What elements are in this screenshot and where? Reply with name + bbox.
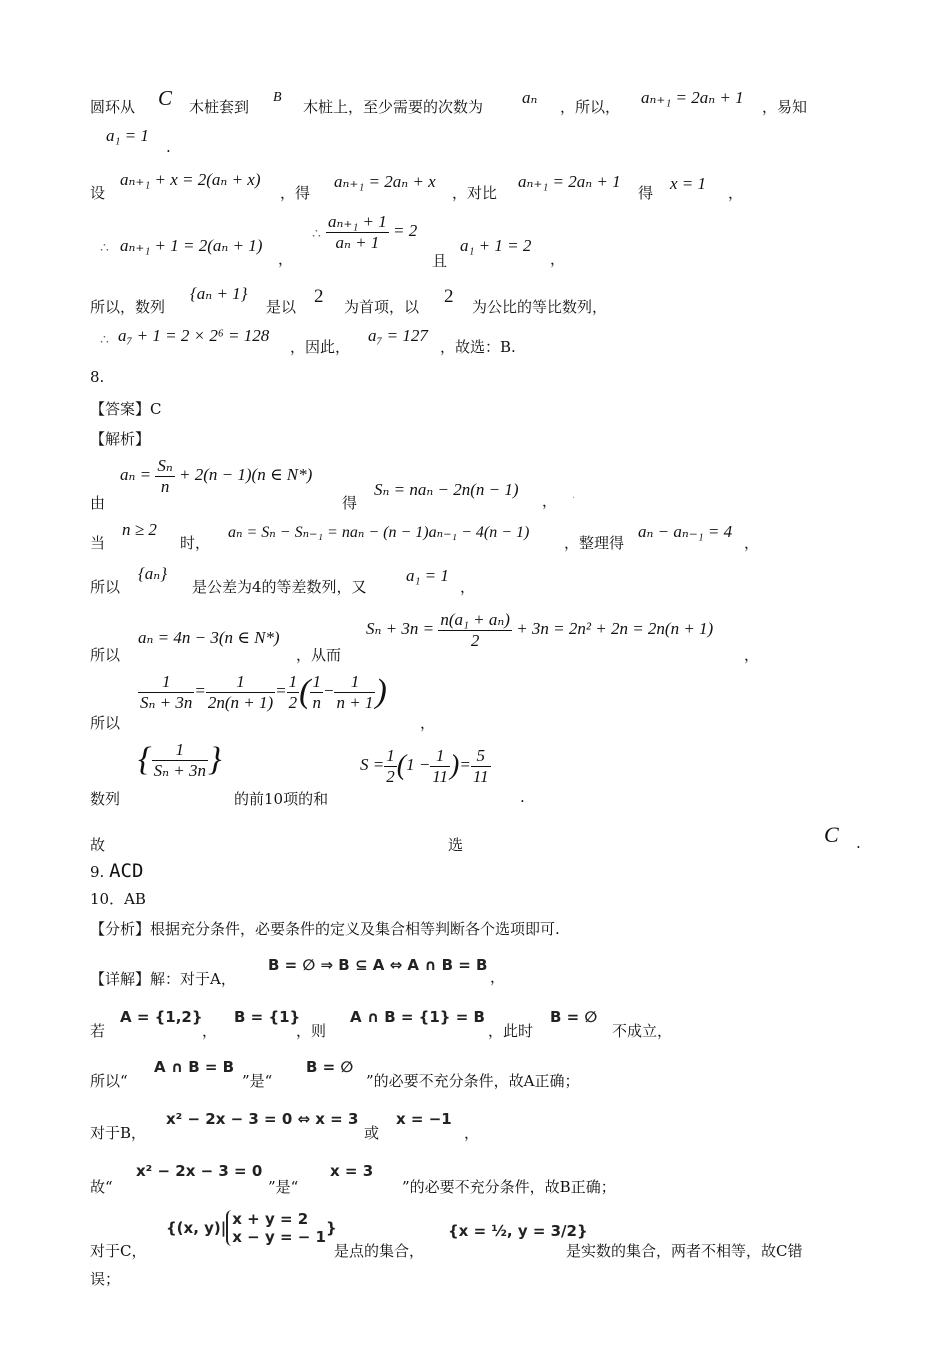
equals: = 2 (393, 220, 418, 240)
text: 的前10项的和 (234, 790, 329, 808)
math-peg-c: C (158, 86, 173, 110)
math: x = 1 (670, 174, 707, 193)
minus: − (322, 680, 335, 700)
math: B = ∅ ⇒ B ⊆ A ⇔ A ∩ B = B (268, 956, 488, 974)
formula: aₙ = Sₙ − Sₙ₋₁ = naₙ − (n − 1)aₙ₋₁ − 4(n − 1) (228, 524, 530, 541)
brace-left: { (138, 741, 152, 779)
text: 所以“ (90, 1072, 128, 1090)
math: A = {1,2} (120, 1008, 203, 1026)
text: ，则 (296, 1022, 327, 1040)
paren-right: ) (450, 750, 460, 782)
numerator: 1 (386, 746, 395, 765)
lhs: aₙ = (120, 464, 152, 484)
text: ，对比 (452, 184, 498, 202)
q8-line1 (90, 452, 850, 512)
text: 是以 (266, 298, 297, 316)
text: ， (420, 714, 436, 732)
text: ， (744, 534, 760, 552)
text: 或 (364, 1124, 380, 1142)
text: 木桩套到 (189, 98, 250, 116)
math: a₇ = 127 (368, 326, 428, 345)
therefore-symbol: ∴ (100, 333, 109, 348)
q8-answer: 【答案】C (90, 400, 162, 418)
numerator: n(a₁ + aₙ) (440, 610, 510, 629)
formula (366, 610, 713, 650)
equation-system (226, 1210, 326, 1246)
text: 得 (342, 494, 358, 512)
math-2: 2 (314, 286, 324, 307)
text: ，所以， (560, 98, 621, 116)
text: ， (460, 578, 476, 596)
math-number-set: {x = ½, y = 3/2} (448, 1222, 588, 1240)
text: ， (202, 1022, 218, 1040)
q8-analysis-label: 【解析】 (90, 430, 151, 448)
text: . (520, 788, 525, 806)
q9-line (90, 860, 143, 882)
text: . (572, 490, 576, 501)
denominator: n (160, 476, 170, 496)
math: a₁ + 1 = 2 (460, 236, 532, 255)
math: aₙ₊₁ + x = 2(aₙ + x) (120, 170, 261, 189)
denominator: 11 (472, 766, 489, 786)
math: A ∩ B = {1} = B (350, 1008, 485, 1026)
text: 当 (90, 534, 106, 552)
formula: aₙ = 4n − 3(n ∈ N*) (138, 628, 280, 647)
text: 【详解】解：对于A， (90, 970, 236, 988)
one-minus: 1 − (406, 754, 431, 774)
numerator: aₙ₊₁ + 1 (328, 212, 387, 231)
math: aₙ₊₁ = 2aₙ + x (334, 172, 436, 191)
math: aₙ₊₁ + 1 = 2(aₙ + 1) (120, 236, 263, 255)
denominator: Sₙ + 3n (140, 692, 193, 712)
formula: Sₙ = naₙ − 2n(n − 1) (374, 480, 519, 499)
math-2: 2 (444, 286, 454, 307)
q8-number: 8. (90, 368, 105, 386)
set-close: } (325, 1219, 337, 1237)
fraction (326, 212, 417, 252)
text: 所以 (90, 578, 121, 596)
text: ， (728, 184, 744, 202)
brace-right: } (207, 741, 222, 779)
text: 对于B， (90, 1124, 147, 1142)
text: 不成立， (612, 1022, 673, 1040)
text: 设 (90, 184, 106, 202)
denominator: 2 (386, 766, 395, 786)
rhs: + 3n = 2n² + 2n = 2n(n + 1) (516, 618, 714, 638)
formula-set (138, 740, 222, 780)
denominator: 2 (470, 630, 480, 650)
text: ， (464, 1124, 480, 1142)
text: 所以 (90, 646, 121, 664)
numerator: 1 (312, 672, 321, 691)
text: ”的必要不充分条件，故A正确； (366, 1072, 580, 1090)
text: 且 (432, 252, 448, 270)
q8-line6 (90, 740, 850, 808)
numerator: 1 (152, 740, 208, 761)
text: ，从而 (296, 646, 342, 664)
formula (120, 456, 312, 496)
math-peg-b: B (273, 90, 282, 105)
text: 对于C， (90, 1242, 147, 1260)
text: 故 (90, 836, 106, 854)
text: 故“ (90, 1178, 113, 1196)
denominator: 2 (288, 692, 298, 712)
math: x = −1 (396, 1110, 452, 1128)
text: ”的必要不充分条件，故B正确； (402, 1178, 616, 1196)
rhs: + 2(n − 1)(n ∈ N*) (179, 464, 313, 484)
text: ， (550, 250, 566, 268)
text: 选 (448, 836, 464, 854)
text: 时， (180, 534, 211, 552)
denominator: Sₙ + 3n (153, 760, 206, 780)
text: ，得 (280, 184, 311, 202)
math: x² − 2x − 3 = 0 (136, 1162, 263, 1180)
equation-2: x − y = − 1 (232, 1228, 326, 1246)
math-point-set (166, 1210, 337, 1246)
math: B = ∅ (306, 1058, 354, 1076)
paren-left: ( (299, 673, 311, 711)
paren-left: ( (396, 750, 407, 782)
text: 数列 (90, 790, 121, 808)
therefore-symbol: ∴ (100, 241, 109, 256)
text: 是公差为4的等差数列，又 (192, 578, 367, 596)
math-an: aₙ (522, 88, 538, 107)
numerator: Sₙ (157, 456, 173, 475)
formula: {aₙ} (138, 564, 167, 583)
denominator: 11 (432, 766, 449, 786)
numerator: 1 (430, 746, 450, 767)
math-a1: a₁ = 1 (106, 126, 149, 145)
text: ，易知 (762, 98, 808, 116)
numerator: 1 (138, 672, 194, 693)
q10-c2: 误； (90, 1270, 121, 1288)
text: 由 (90, 494, 106, 512)
period: . (166, 138, 171, 156)
formula: aₙ − aₙ₋₁ = 4 (638, 522, 733, 541)
text: ”是“ (242, 1072, 273, 1090)
answer-c: C (824, 822, 839, 847)
numerator: 5 (471, 746, 491, 767)
equation-1: x + y = 2 (232, 1210, 309, 1228)
q9-answer: ACD (109, 860, 144, 882)
text: ，此时 (488, 1022, 534, 1040)
text: ，故选：B. (440, 338, 516, 356)
math: B = {1} (234, 1008, 301, 1026)
q10-number: 10．AB (90, 890, 146, 908)
formula: a₁ = 1 (406, 566, 449, 585)
q8-conclusion (90, 822, 870, 856)
denominator: aₙ + 1 (335, 232, 380, 252)
text: 得 (638, 184, 654, 202)
math: A ∩ B = B (154, 1058, 235, 1076)
text: ， (490, 968, 506, 986)
formula (138, 672, 387, 712)
numerator: 1 (334, 672, 375, 693)
math: x² − 2x − 3 = 0 ⇔ x = 3 (166, 1110, 359, 1128)
text: 为首项，以 (344, 298, 420, 316)
q8-line2 (90, 520, 850, 550)
math-recurrence: aₙ₊₁ = 2aₙ + 1 (641, 88, 744, 107)
q10-c1 (90, 1210, 850, 1266)
text: ，整理得 (564, 534, 625, 552)
math: x = 3 (330, 1162, 374, 1180)
math: B = ∅ (550, 1008, 598, 1026)
p7-line3 (90, 170, 850, 200)
text: ，因此， (290, 338, 351, 356)
text: 所以，数列 (90, 298, 166, 316)
text: ， (542, 492, 558, 510)
text: 若 (90, 1022, 106, 1040)
formula: n ≥ 2 (122, 520, 157, 539)
text: 圆环从 (90, 98, 136, 116)
text: ”是“ (268, 1178, 299, 1196)
denominator: n + 1 (336, 692, 374, 712)
numerator: 1 (288, 672, 298, 691)
denominator: n (312, 692, 321, 712)
text: 是实数的集合，两者不相等，故C错 (566, 1242, 803, 1260)
paren-right: ) (375, 673, 387, 711)
q10-analysis: 【分析】根据充分条件，必要条件的定义及集合相等判断各个选项即可. (90, 920, 560, 938)
denominator: 2n(n + 1) (207, 692, 274, 712)
equals: = (275, 680, 287, 700)
equals: = (459, 754, 471, 774)
math: aₙ₊₁ = 2aₙ + 1 (518, 172, 621, 191)
text: ， (744, 646, 760, 664)
q9-number: 9. (90, 863, 105, 881)
text: 为公比的等比数列， (472, 298, 608, 316)
formula-sum (360, 746, 491, 786)
p7-line4 (100, 212, 860, 272)
q8-line4 (90, 610, 850, 666)
text: 木桩上，至少需要的次数为 (303, 98, 484, 116)
lhs: S = (360, 754, 385, 774)
math: a₇ + 1 = 2 × 2⁶ = 128 (118, 326, 270, 345)
numerator: 1 (206, 672, 275, 693)
text: 所以 (90, 714, 121, 732)
equals: = (194, 680, 206, 700)
lhs: Sₙ + 3n = (366, 618, 435, 638)
therefore-symbol: ∴ (312, 227, 321, 242)
math-set: {aₙ + 1} (190, 284, 248, 303)
text: . (856, 834, 861, 852)
set-open: {(x, y)| (166, 1219, 227, 1237)
text: 是点的集合， (334, 1242, 425, 1260)
text: ， (278, 250, 294, 268)
